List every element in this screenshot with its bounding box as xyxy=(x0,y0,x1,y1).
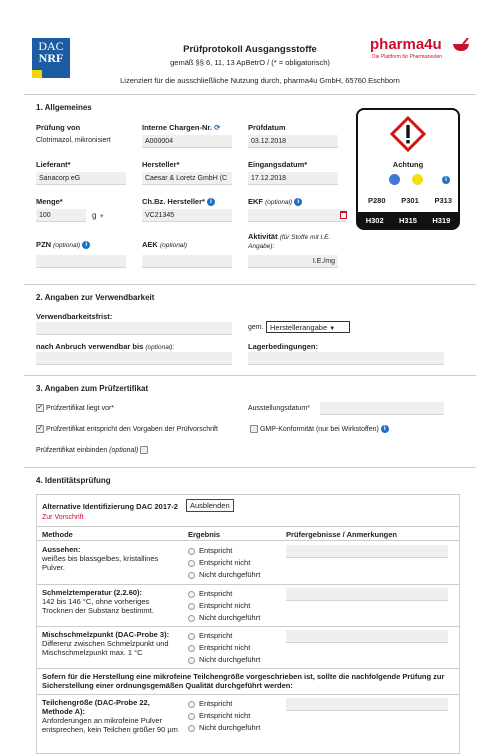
pruefdatum-label: Prüfdatum xyxy=(248,123,286,132)
verwendbarkeitsfrist-input[interactable] xyxy=(36,322,232,335)
section-verwendbarkeit-title: 2. Angaben zur Verwendbarkeit xyxy=(36,293,155,302)
notes-input[interactable] xyxy=(286,545,448,558)
option-nicht-durchgefuehrt[interactable] xyxy=(188,612,260,624)
option-label: Entspricht nicht xyxy=(199,601,251,610)
info-icon[interactable]: i xyxy=(294,198,302,206)
result-options xyxy=(188,630,260,666)
eingangsdatum-label: Eingangsdatum* xyxy=(248,160,308,169)
notes-input[interactable] xyxy=(286,698,448,711)
option-entspricht-nicht[interactable] xyxy=(188,600,260,612)
result-options xyxy=(188,545,260,581)
anbruch-label-text: nach Anbruch verwendbar bis xyxy=(36,342,144,351)
hersteller-input[interactable]: Caesar & Loretz GmbH (C xyxy=(142,172,232,185)
p-statements xyxy=(368,196,452,205)
gmp-label: GMP-Konformität (nur bei Wirkstoffen) xyxy=(259,425,379,433)
menge-input[interactable]: 100 xyxy=(36,209,86,222)
einbinden-label: Prüfzertifikat einbinden xyxy=(36,446,108,454)
option-label: Entspricht xyxy=(199,589,233,598)
divider xyxy=(24,284,476,285)
option-nicht-durchgefuehrt[interactable] xyxy=(188,569,260,581)
aktivitaet-label xyxy=(248,233,358,251)
method-aussehen xyxy=(42,545,182,572)
chevron-down-icon: ▼ xyxy=(98,214,105,220)
chbz-input[interactable]: VC21345 xyxy=(142,209,232,222)
option-label: Entspricht xyxy=(199,546,233,555)
method-schmelztemperatur xyxy=(42,588,182,615)
page-subtitle: gemäß §§ 6, 11, 13 ApBetrO / (* = obligatorisch) xyxy=(170,58,330,67)
radio-icon[interactable] xyxy=(188,591,195,598)
ausblenden-button[interactable]: Ausblenden xyxy=(186,499,234,512)
radio-icon[interactable] xyxy=(188,633,195,640)
pzn-input[interactable] xyxy=(36,255,126,268)
radio-icon[interactable] xyxy=(188,572,195,579)
logo-yellow-square xyxy=(32,70,42,78)
method-desc: Anforderungen an mikrofeine Pulver entsprechen, kein Teilchen größer 90 µm xyxy=(42,716,178,734)
pruefung-von-value: Clotrimazol, mikronisiert xyxy=(36,137,111,144)
section-identitaet-title: 4. Identitätsprüfung xyxy=(36,476,111,485)
aek-input[interactable] xyxy=(142,255,232,268)
option-label: Entspricht nicht xyxy=(199,711,251,720)
radio-icon[interactable] xyxy=(188,657,195,664)
charge-label-text: Interne Chargen-Nr. xyxy=(142,123,213,132)
mortar-icon xyxy=(452,38,470,52)
pharma4u-logo: pharma4u xyxy=(370,36,442,53)
method-desc: Differenz zwischen Schmelzpunkt und Mischschmelzpunkt max. 1 °C xyxy=(42,639,169,657)
alt-identification-label: Alternative Identifizierung DAC 2017-2 xyxy=(42,502,178,511)
dac-nrf-logo xyxy=(32,38,70,78)
anbruch-optional: (optional): xyxy=(145,344,175,351)
ghs-hazard-box xyxy=(356,108,460,230)
divider xyxy=(36,694,460,695)
signal-word: Achtung xyxy=(392,160,424,169)
option-entspricht[interactable] xyxy=(188,698,260,710)
anbruch-label xyxy=(36,342,174,351)
charge-input[interactable]: A000004 xyxy=(142,135,232,148)
ekf-input[interactable] xyxy=(248,209,346,222)
method-mischschmelzpunkt xyxy=(42,630,182,657)
option-entspricht-nicht[interactable] xyxy=(188,710,260,722)
mikrofein-note: Sofern für die Herstellung eine mikrofeine Teilchengröße vorgeschrieben ist, sollte die nachfolgende Prüfung zur Sicherstellung einer ordnungsgemäßen Qualität durchgeführt werden: xyxy=(42,672,445,690)
option-label: Entspricht nicht xyxy=(199,558,251,567)
h-statement: H319 xyxy=(432,215,451,225)
section-allgemeines-title: 1. Allgemeines xyxy=(36,103,92,112)
zertifikat-einbinden-row xyxy=(36,446,148,454)
option-label: Nicht durchgeführt xyxy=(199,723,261,732)
chbz-label-text: Ch.Bz. Hersteller* xyxy=(142,197,205,206)
aek-optional: (optional) xyxy=(159,242,188,249)
method-desc: 142 bis 146 °C, ohne vorheriges Trocknen der Substanz bestimmt. xyxy=(42,597,154,615)
radio-icon[interactable] xyxy=(188,560,195,567)
method-teilchengroesse xyxy=(42,698,182,734)
method-name: Schmelztemperatur (2.2.60): xyxy=(42,588,143,597)
method-name: Teilchengröße (DAC-Probe 22, Methode A): xyxy=(42,698,150,716)
menge-unit-select[interactable] xyxy=(92,211,105,220)
gmp-checkbox[interactable] xyxy=(250,425,258,433)
eingangsdatum-input[interactable]: 17.12.2018 xyxy=(248,172,338,185)
radio-icon[interactable] xyxy=(188,603,195,610)
option-nicht-durchgefuehrt[interactable] xyxy=(188,654,260,666)
einbinden-checkbox[interactable] xyxy=(140,446,148,454)
gem-label: gem. xyxy=(248,324,264,331)
charge-label xyxy=(142,123,220,132)
lagerbedingungen-label: Lagerbedingungen: xyxy=(248,342,318,351)
info-icon[interactable]: i xyxy=(82,241,90,249)
calendar-icon[interactable] xyxy=(340,211,347,219)
notes-input[interactable] xyxy=(286,588,448,601)
result-options xyxy=(188,588,260,624)
section-pruefzertifikat-title: 3. Angaben zum Prüfzertifikat xyxy=(36,384,149,393)
zertifikat-liegt-vor-row xyxy=(36,404,114,412)
info-icon[interactable]: i xyxy=(381,425,389,433)
h-statements xyxy=(358,212,458,228)
option-entspricht[interactable] xyxy=(188,545,260,557)
option-label: Entspricht nicht xyxy=(199,643,251,652)
menge-label: Menge* xyxy=(36,197,63,206)
aek-label-text: AEK xyxy=(142,240,158,249)
anbruch-input[interactable] xyxy=(36,352,232,365)
radio-icon[interactable] xyxy=(188,548,195,555)
ekf-optional: (optional) xyxy=(265,199,293,206)
logo-dac-text: DAC xyxy=(38,39,64,53)
lieferant-label: Lieferant* xyxy=(36,160,71,169)
zertifikat-entspricht-checkbox[interactable]: ✓ xyxy=(37,425,43,432)
pruefung-von-label: Prüfung von xyxy=(36,123,81,132)
aktivitaet-note: (für Stoffe mit I.E. Angabe): xyxy=(248,234,331,250)
radio-icon[interactable] xyxy=(188,701,195,708)
radio-icon[interactable] xyxy=(188,645,195,652)
gem-select-value: Herstellerangabe xyxy=(270,323,328,332)
p-statement: P301 xyxy=(401,196,419,205)
option-entspricht[interactable] xyxy=(188,588,260,600)
option-entspricht-nicht[interactable] xyxy=(188,557,260,569)
option-label: Nicht durchgeführt xyxy=(199,570,261,579)
vorschrift-link[interactable]: Zur Vorschrift xyxy=(42,514,84,521)
pruefdatum-input[interactable]: 03.12.2018 xyxy=(248,135,338,148)
radio-icon[interactable] xyxy=(188,615,195,622)
option-label: Entspricht xyxy=(199,631,233,640)
pzn-label-text: PZN xyxy=(36,240,51,249)
page-title: Prüfprotokoll Ausgangsstoffe xyxy=(183,44,317,55)
zertifikat-liegt-vor-label: Prüfzertifikat liegt vor* xyxy=(45,404,115,412)
pzn-optional: (optional) xyxy=(53,242,81,249)
method-name: Mischschmelzpunkt (DAC-Probe 3): xyxy=(42,630,170,639)
hersteller-label: Hersteller* xyxy=(142,160,180,169)
divider xyxy=(24,375,476,376)
zertifikat-liegt-vor-checkbox[interactable]: ✓ xyxy=(37,404,43,411)
exclamation-mark-pictogram-icon xyxy=(390,116,426,152)
option-entspricht-nicht[interactable] xyxy=(188,642,260,654)
col-result-header: Ergebnis xyxy=(188,530,221,539)
yellow-dot-icon xyxy=(412,174,423,185)
result-options xyxy=(188,698,260,734)
divider xyxy=(36,668,460,669)
gem-select[interactable] xyxy=(266,321,350,333)
blue-dot-icon xyxy=(389,174,400,185)
ekf-label-text: EKF xyxy=(248,197,263,206)
license-text: Lizenziert für die ausschließliche Nutzung durch, pharma4u GmbH, 65760 Eschborn xyxy=(120,76,400,85)
lagerbedingungen-input[interactable] xyxy=(248,352,444,365)
zertifikat-entspricht-label: Prüfzertifikat entspricht den Vorgaben der Prüfvorschrift xyxy=(45,425,218,433)
divider xyxy=(36,540,460,541)
radio-icon[interactable] xyxy=(188,713,195,720)
info-icon[interactable]: i xyxy=(207,198,215,206)
einbinden-optional: (optional) xyxy=(109,446,139,454)
option-label: Nicht durchgeführt xyxy=(199,655,261,664)
radio-icon[interactable] xyxy=(188,725,195,732)
p-statement: P313 xyxy=(434,196,452,205)
h-statement: H302 xyxy=(365,215,384,225)
option-entspricht[interactable] xyxy=(188,630,260,642)
gmp-row xyxy=(250,425,389,433)
ausstellungsdatum-label: Ausstellungsdatum* xyxy=(248,405,310,412)
lieferant-input[interactable]: Sanacorp eG xyxy=(36,172,126,185)
chbz-label xyxy=(142,197,215,206)
method-name: Aussehen: xyxy=(42,545,81,554)
chevron-down-icon: ▼ xyxy=(329,326,336,332)
divider xyxy=(36,626,460,627)
verwendbarkeitsfrist-label: Verwendbarkeitsfrist: xyxy=(36,312,113,321)
aktivitaet-input[interactable]: I.E./mg xyxy=(248,255,338,268)
refresh-icon[interactable]: ⟳ xyxy=(214,123,221,132)
divider xyxy=(36,584,460,585)
col-method-header: Methode xyxy=(42,530,73,539)
aek-label xyxy=(142,240,187,249)
option-nicht-durchgefuehrt[interactable] xyxy=(188,722,260,734)
divider xyxy=(24,94,476,95)
menge-unit-value: g xyxy=(92,211,97,220)
method-desc: weißes bis blassgelbes, kristallines Pulver. xyxy=(42,554,159,572)
zertifikat-entspricht-row xyxy=(36,425,218,433)
p-statement: P280 xyxy=(368,196,386,205)
notes-input[interactable] xyxy=(286,630,448,643)
pharma4u-tagline: Die Plattform für Pharmazeuten xyxy=(372,54,443,60)
divider xyxy=(24,467,476,468)
pzn-label xyxy=(36,240,90,249)
ekf-label xyxy=(248,197,302,206)
aktivitaet-label-text: Aktivität xyxy=(248,232,278,241)
info-icon[interactable]: i xyxy=(442,176,450,184)
option-label: Nicht durchgeführt xyxy=(199,613,261,622)
logo-nrf-text: NRF xyxy=(38,51,64,65)
col-notes-header: Prüfergebnisse / Anmerkungen xyxy=(286,530,397,539)
divider xyxy=(36,526,460,527)
option-label: Entspricht xyxy=(199,699,233,708)
h-statement: H315 xyxy=(399,215,417,225)
ausstellungsdatum-input[interactable] xyxy=(320,402,444,415)
